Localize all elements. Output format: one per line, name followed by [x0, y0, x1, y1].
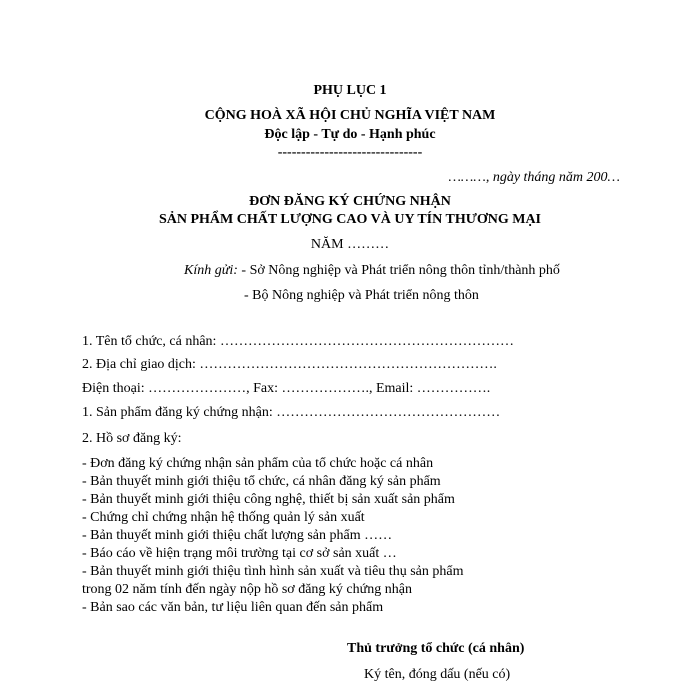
list-item: - Bản thuyết minh giới thiệu công nghệ, thiết bị sản xuất sản phẩm [82, 492, 455, 507]
national-motto: Độc lập - Tự do - Hạnh phúc [264, 127, 436, 142]
form-title-line-1: ĐƠN ĐĂNG KÝ CHỨNG NHẬN [249, 194, 451, 209]
list-item: - Báo cáo về hiện trạng môi trường tại cơ sở sản xuất … [82, 546, 397, 561]
date-line: ………, ngày tháng năm 200… [448, 170, 620, 185]
signature-note: Ký tên, đóng dấu (nếu có) [364, 667, 511, 682]
addressee-line-1 [184, 262, 560, 280]
list-item: - Đơn đăng ký chứng nhận sản phẩm của tổ chức hoặc cá nhân [82, 456, 434, 471]
field-address: 2. Địa chỉ giao dịch: ………………………………………………………. [82, 357, 497, 372]
addressee-line-2: - Bộ Nông nghiệp và Phát triển nông thôn [244, 288, 479, 303]
signature-title: Thủ trưởng tổ chức (cá nhân) [347, 641, 525, 656]
field-dossier: 2. Hồ sơ đăng ký: [82, 431, 182, 446]
appendix-title: PHỤ LỤC 1 [313, 83, 387, 98]
list-item: - Chứng chỉ chứng nhận hệ thống quản lý sản xuất [82, 510, 365, 525]
motto-divider: ------------------------------- [277, 145, 423, 160]
field-org-name: 1. Tên tổ chức, cá nhân: ……………………………………………………… [82, 334, 514, 349]
list-item: - Bản thuyết minh giới thiệu tổ chức, cá nhân đăng ký sản phẩm [82, 474, 441, 489]
list-item: - Bản sao các văn bản, tư liệu liên quan đến sản phẩm [82, 600, 384, 615]
addressee-label: Kính gửi: [184, 263, 238, 278]
list-item: - Bản thuyết minh giới thiệu chất lượng sản phẩm …… [82, 528, 393, 543]
list-item: trong 02 năm tính đến ngày nộp hồ sơ đăng ký chứng nhận [82, 582, 412, 597]
field-contact: Điện thoại: …………………, Fax: ………………., Email: ……………. [82, 381, 491, 396]
form-title-line-2: SẢN PHẨM CHẤT LƯỢNG CAO VÀ UY TÍN THƯƠNG MẠI [158, 212, 542, 227]
year-line: NĂM ……… [310, 237, 390, 252]
nation-header: CỘNG HOÀ XÃ HỘI CHỦ NGHĨA VIỆT NAM [204, 108, 496, 123]
list-item: - Bản thuyết minh giới thiệu tình hình sản xuất và tiêu thụ sản phẩm [82, 564, 464, 579]
field-product: 1. Sản phẩm đăng ký chứng nhận: ………………………………………… [82, 405, 501, 420]
addressee-1: - Sở Nông nghiệp và Phát triển nông thôn tỉnh/thành phố [237, 263, 560, 278]
